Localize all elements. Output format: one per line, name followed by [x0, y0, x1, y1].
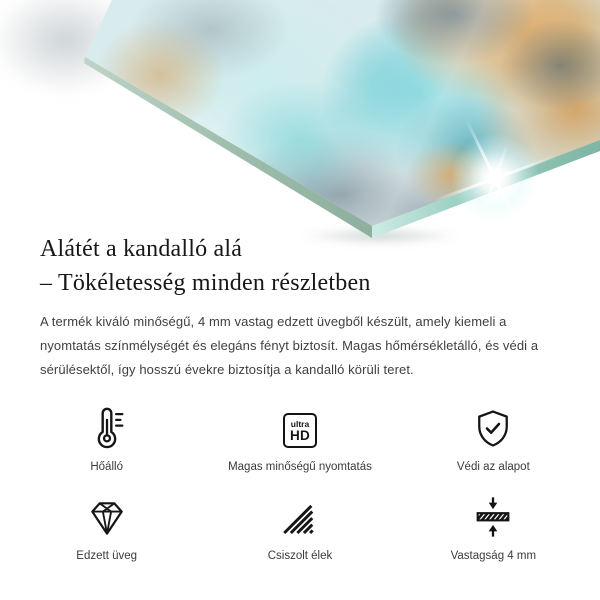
feature-heat-resistant: [10, 401, 203, 474]
feature-label: Csiszolt élek: [267, 550, 333, 562]
ultra-hd-badge-top: ultra: [290, 418, 310, 429]
feature-thickness: [397, 490, 590, 563]
page-title-line-1: Alátét a kandalló alá: [40, 236, 243, 262]
shield-check-icon: [471, 401, 515, 451]
feature-tempered-glass: [10, 490, 203, 563]
feature-label: Vastagság 4 mm: [450, 550, 537, 562]
product-description: A termék kiváló minőségű, 4 mm vastag edzett üvegből készült, amely kiemeli a nyomtatás színmélységét és elegáns fényt biztosít. Magas hőmérsékletálló, és védi a sérülésektől, így hosszú évekre biztosítja a kandalló körüli teret.: [40, 314, 539, 377]
thickness-icon: [470, 490, 516, 540]
page-title: [40, 232, 371, 300]
page-title-line-2: – Tökéletesség minden részletben: [40, 270, 371, 296]
features-grid: [10, 401, 590, 563]
feature-label: Védi az alapot: [456, 461, 530, 473]
diamond-icon: [85, 490, 129, 540]
ultra-hd-icon: [283, 401, 317, 451]
feature-label: Magas minőségű nyomtatás: [228, 461, 372, 473]
ultra-hd-badge-bottom: HD: [290, 427, 310, 443]
thermometer-icon: [84, 401, 130, 451]
polished-edges-icon: [279, 490, 321, 540]
feature-protects-base: [397, 401, 590, 474]
feature-label: Edzett üveg: [76, 550, 138, 562]
feature-print-quality: [203, 401, 396, 474]
feature-label: Hőálló: [90, 461, 123, 473]
feature-polished-edges: [203, 490, 396, 563]
hero-product-image: [0, 0, 600, 250]
